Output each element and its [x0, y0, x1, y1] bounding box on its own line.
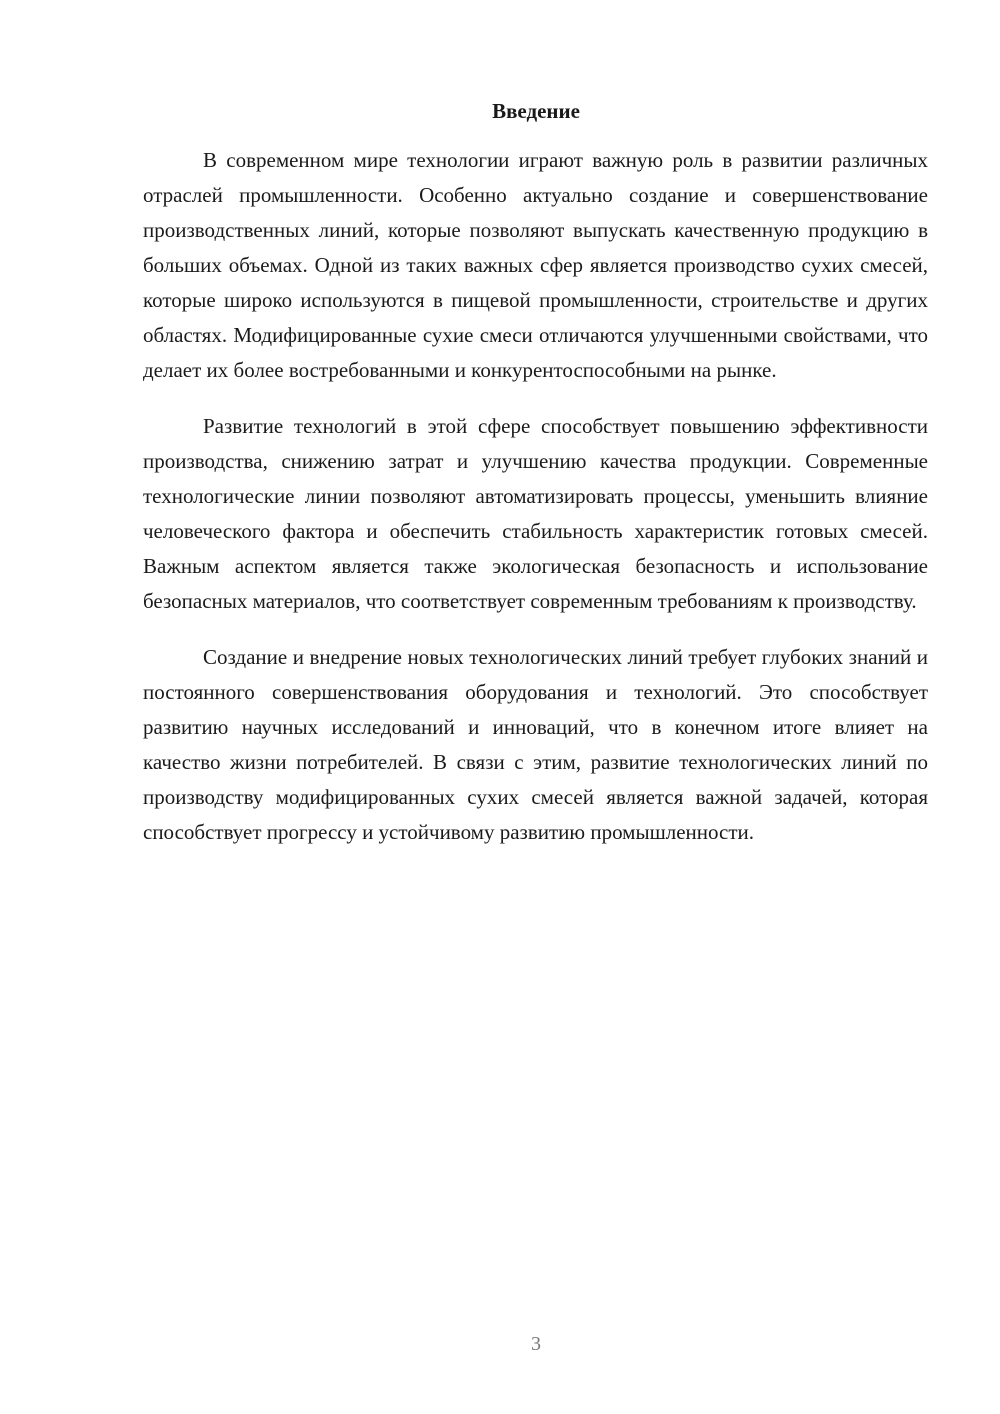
page-number: 3 [531, 1333, 541, 1355]
section-title: Введение [492, 99, 580, 123]
paragraph-1: В современном мире технологии играют важную роль в развитии различных отраслей промышленности. Особенно актуально создание и совершенствование производственных линий, которые позволяют выпускать качественную продукцию в больших объемах. Одной из таких важных сфер является производство сухих смесей, которые широко используются в пищевой промышленности, строительстве и других областях. Модифицированные сухие смеси отличаются улучшенными свойствами, что делает их более востребованными и конкурентоспособными на рынке. [143, 148, 928, 382]
body-text [143, 143, 928, 871]
paragraph-2: Развитие технологий в этой сфере способствует повышению эффективности производства, снижению затрат и улучшению качества продукции. Современные технологические линии позволяют автоматизировать процессы, уменьшить влияние человеческого фактора и обеспечить стабильность характеристик готовых смесей. Важным аспектом является также экологическая безопасность и использование безопасных материалов, что соответствует современным требованиям к производству. [143, 414, 928, 613]
paragraph-3: Создание и внедрение новых технологических линий требует глубоких знаний и постоянного совершенствования оборудования и технологий. Это способствует развитию научных исследований и инноваций, что в конечном итоге влияет на качество жизни потребителей. В связи с этим, развитие технологических линий по производству модифицированных сухих смесей является важной задачей, которая способствует прогрессу и устойчивому развитию промышленности. [143, 645, 928, 844]
